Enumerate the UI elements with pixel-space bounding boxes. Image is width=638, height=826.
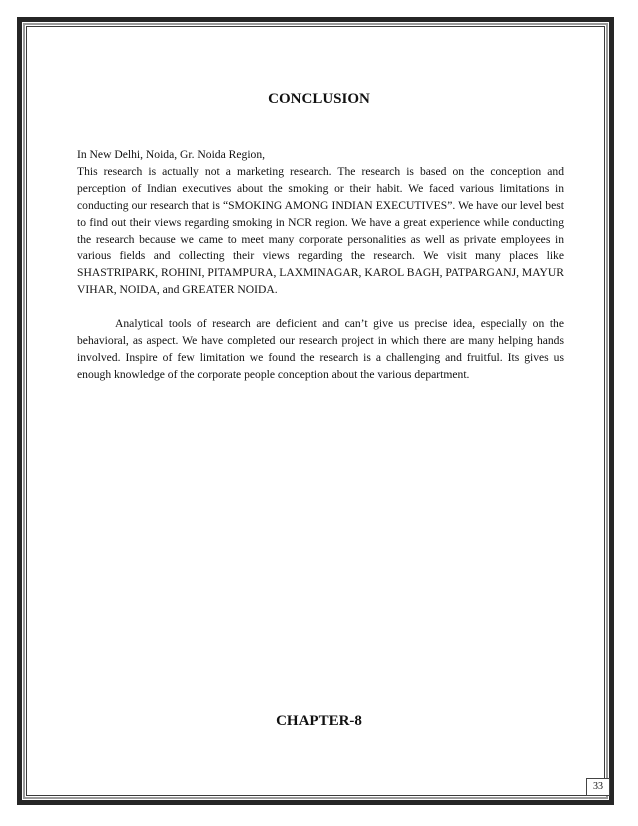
page-number: 33 (586, 778, 610, 796)
page-border-inner (26, 26, 605, 796)
conclusion-heading: CONCLUSION (268, 91, 370, 107)
paragraph-body: This research is actually not a marketing research. The research is based on the conception and perception of Indian executives about the smoking or their habit. We faced various limitations in conducting our research that is “SMOKING AMONG INDIAN EXECUTIVES”. We have our level best to find out their views regarding smoking in NCR region. We have a great experience while conducting the research because we came to meet many corporate personalities as well as private employees in various fields and collecting their views regarding the research. We visit many places like SHASTRIPARK, ROHINI, PITAMPURA, LAXMINAGAR, KAROL BAGH, PATPARGANJ, MAYUR VIHAR, NOIDA, and GREATER NOIDA. (77, 164, 564, 297)
paragraph-analysis: Analytical tools of research are deficient and can’t give us precise idea, especially on the behavioral, as aspect. We have completed our research project in which there are many helping hands involved. Inspire of few limitation we found the research is a challenging and fruitful. Its gives us enough knowledge of the corporate people conception about the various department. (77, 317, 564, 381)
chapter-label: CHAPTER-8 (276, 713, 362, 729)
page-title (0, 91, 638, 108)
body-text (77, 147, 564, 384)
paragraph-lead: In New Delhi, Noida, Gr. Noida Region, (77, 148, 266, 161)
